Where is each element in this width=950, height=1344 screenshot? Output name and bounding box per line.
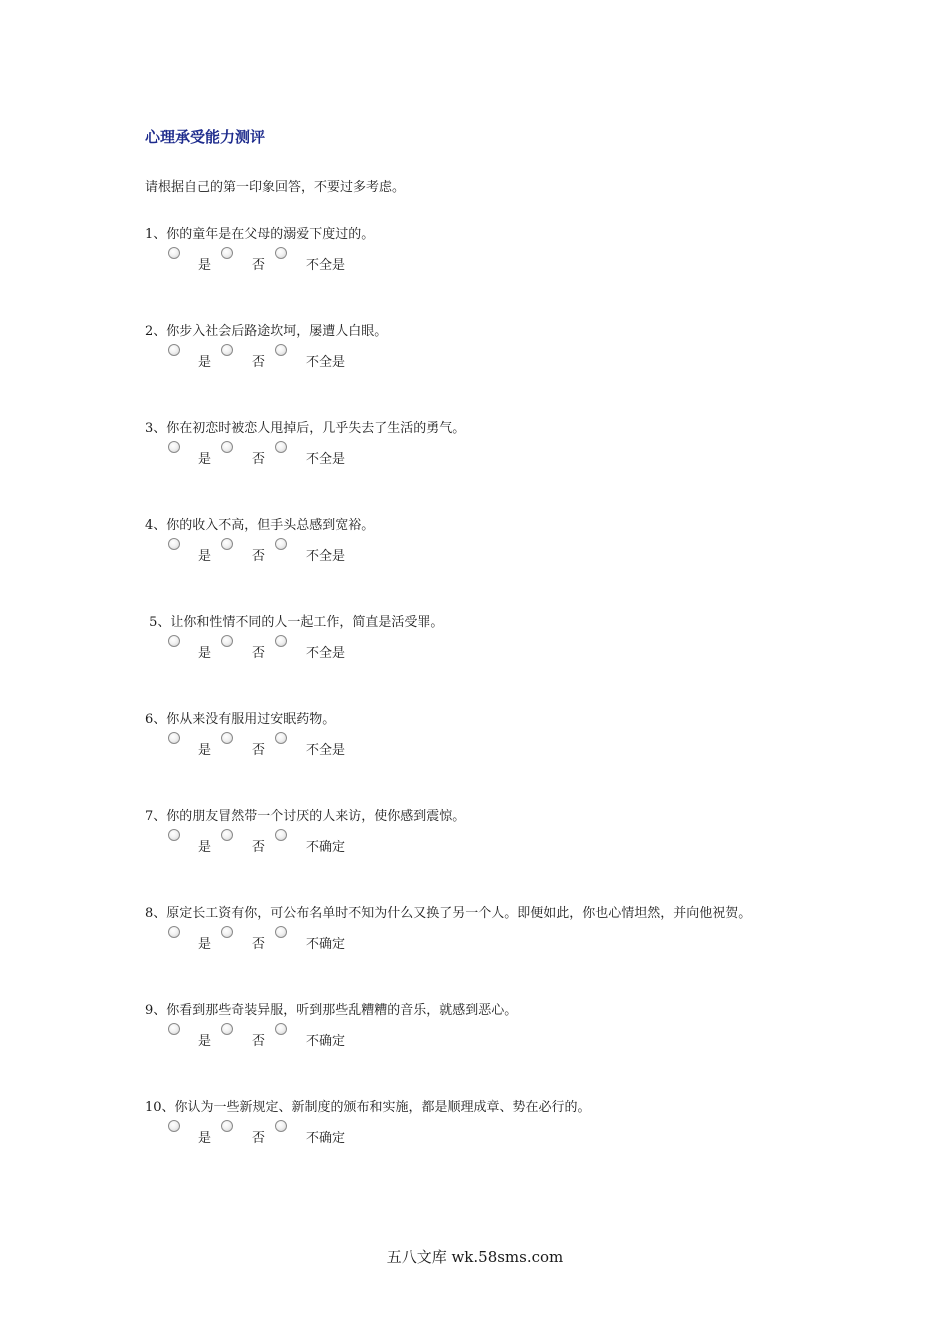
answer-unsure-radio[interactable] [275,344,287,356]
answer-no-radio[interactable] [221,1120,233,1132]
answer-unsure-label: 不确定 [306,840,346,855]
answer-unsure-radio[interactable] [275,441,287,453]
question-1 [0,223,950,313]
answer-unsure-label: 不全是 [306,549,346,564]
answer-no-label: 否 [252,1034,266,1049]
intro-text: 请根据自己的第一印象回答，不要过多考虑。 [145,180,406,195]
answer-no-radio[interactable] [221,1023,233,1035]
answer-no-label: 否 [252,1131,266,1146]
answer-no-label: 否 [252,549,266,564]
answer-unsure-label: 不确定 [306,1131,346,1146]
question-3 [0,417,950,507]
answer-no-label: 否 [252,937,266,952]
question-9 [0,999,950,1089]
answer-yes-radio[interactable] [168,926,180,938]
answer-unsure-radio[interactable] [275,635,287,647]
question-5 [0,611,950,701]
answer-yes-label: 是 [198,1034,212,1049]
answer-yes-label: 是 [198,549,212,564]
question-text: 8、原定长工资有你，可公布名单时不知为什么又换了另一个人。即便如此，你也心情坦然，并向他祝贺。 [145,906,752,921]
answer-no-radio[interactable] [221,441,233,453]
question-text: 1、你的童年是在父母的溺爱下度过的。 [145,227,375,242]
answer-unsure-label: 不全是 [306,452,346,467]
question-4 [0,514,950,604]
answer-no-label: 否 [252,743,266,758]
answer-yes-label: 是 [198,743,212,758]
answer-no-label: 否 [252,355,266,370]
answer-yes-radio[interactable] [168,1120,180,1132]
question-text: 9、你看到那些奇装异服，听到那些乱糟糟的音乐，就感到恶心。 [145,1003,518,1018]
answer-unsure-label: 不全是 [306,743,346,758]
answer-yes-radio[interactable] [168,732,180,744]
answer-yes-radio[interactable] [168,441,180,453]
answer-unsure-label: 不确定 [306,1034,346,1049]
question-6 [0,708,950,798]
answer-no-radio[interactable] [221,247,233,259]
answer-yes-label: 是 [198,646,212,661]
answer-yes-radio[interactable] [168,538,180,550]
question-text: 3、你在初恋时被恋人甩掉后，几乎失去了生活的勇气。 [145,421,466,436]
question-text: 2、你步入社会后路途坎坷，屡遭人白眼。 [145,324,388,339]
answer-yes-radio[interactable] [168,1023,180,1035]
answer-no-radio[interactable] [221,926,233,938]
question-text: 10、你认为一些新规定、新制度的颁布和实施，都是顺理成章、势在必行的。 [145,1100,591,1115]
question-8 [0,902,950,992]
answer-yes-radio[interactable] [168,829,180,841]
answer-no-radio[interactable] [221,732,233,744]
page-title: 心理承受能力测评 [145,128,266,146]
answer-unsure-radio[interactable] [275,829,287,841]
answer-yes-label: 是 [198,258,212,273]
question-10 [0,1096,950,1186]
answer-yes-radio[interactable] [168,635,180,647]
question-7 [0,805,950,895]
answer-unsure-radio[interactable] [275,926,287,938]
answer-no-radio[interactable] [221,538,233,550]
question-text: 6、你从来没有服用过安眠药物。 [145,712,336,727]
answer-yes-label: 是 [198,452,212,467]
answer-unsure-label: 不全是 [306,355,346,370]
question-text: 4、你的收入不高，但手头总感到宽裕。 [145,518,375,533]
answer-no-radio[interactable] [221,635,233,647]
answer-unsure-radio[interactable] [275,732,287,744]
answer-unsure-label: 不全是 [306,646,346,661]
answer-unsure-label: 不确定 [306,937,346,952]
answer-yes-label: 是 [198,1131,212,1146]
answer-unsure-radio[interactable] [275,1120,287,1132]
answer-no-label: 否 [252,452,266,467]
answer-yes-label: 是 [198,937,212,952]
answer-no-radio[interactable] [221,344,233,356]
answer-no-label: 否 [252,646,266,661]
question-2 [0,320,950,410]
footer-watermark: 五八文库 wk.58sms.com [386,1248,564,1266]
answer-no-label: 否 [252,840,266,855]
answer-yes-radio[interactable] [168,247,180,259]
answer-unsure-radio[interactable] [275,247,287,259]
answer-no-radio[interactable] [221,829,233,841]
question-text: 5、让你和性情不同的人一起工作，简直是活受罪。 [145,615,444,630]
answer-yes-label: 是 [198,355,212,370]
answer-unsure-label: 不全是 [306,258,346,273]
answer-unsure-radio[interactable] [275,1023,287,1035]
answer-no-label: 否 [252,258,266,273]
question-text: 7、你的朋友冒然带一个讨厌的人来访，使你感到震惊。 [145,809,466,824]
answer-yes-label: 是 [198,840,212,855]
answer-unsure-radio[interactable] [275,538,287,550]
answer-yes-radio[interactable] [168,344,180,356]
